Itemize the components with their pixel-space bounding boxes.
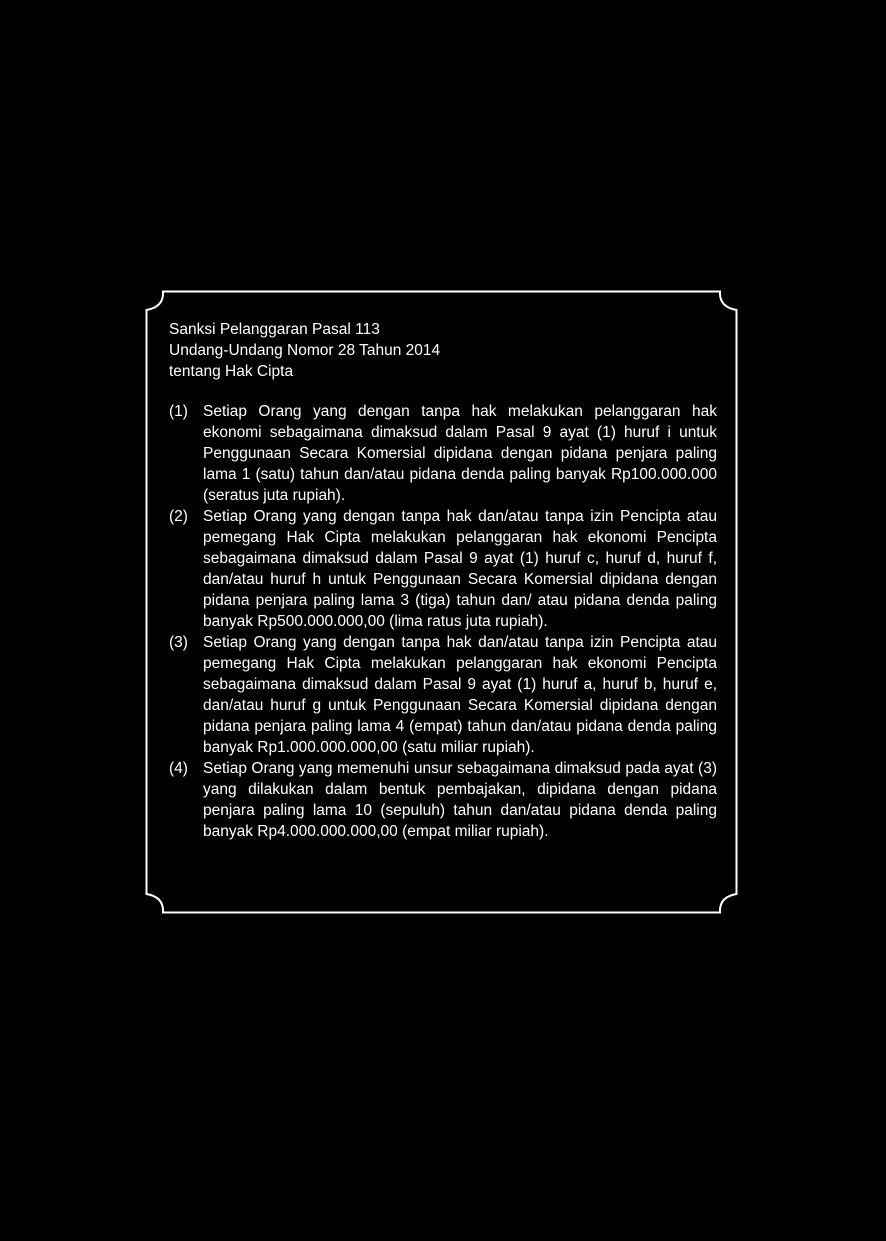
clause-number: (1) xyxy=(169,403,188,420)
decorative-frame xyxy=(145,290,738,914)
heading-line-1: Sanksi Pelanggaran Pasal 113 xyxy=(169,321,380,338)
clause-text: Setiap Orang yang dengan tanpa hak dan/atau tanpa izin Pencipta atau pemegang Hak Cipta melakukan pelanggaran hak ekonomi Pencipta sebagaimana dimaksud dalam Pasal 9 ayat (1) huruf c, huruf d, huruf f, dan/atau huruf h untuk Penggunaan Secara Komersial dipidana dengan pidana penjara paling lama 3 (tiga) tahun dan/ atau pidana denda paling banyak Rp500.000.000,00 (lima ratus juta rupiah). xyxy=(203,508,717,630)
copyright-notice xyxy=(169,319,717,842)
clause-text: Setiap Orang yang memenuhi unsur sebagaimana dimaksud pada ayat (3) yang dilakukan dalam bentuk pembajakan, dipidana dengan pidana penjara paling lama 10 (sepuluh) tahun dan/atau pidana denda paling banyak Rp4.000.000.000,00 (empat miliar rupiah). xyxy=(203,760,717,840)
heading-line-3: tentang Hak Cipta xyxy=(169,363,294,380)
clause-number: (4) xyxy=(169,760,188,777)
heading-line-2: Undang-Undang Nomor 28 Tahun 2014 xyxy=(169,342,441,359)
clause-4 xyxy=(169,758,717,842)
clause-text: Setiap Orang yang dengan tanpa hak melakukan pelanggaran hak ekonomi sebagaimana dimaksud dalam Pasal 9 ayat (1) huruf i untuk Penggunaan Secara Komersial dipidana dengan pidana penjara paling lama 1 (satu) tahun dan/atau pidana denda paling banyak Rp100.000.000 (seratus juta rupiah). xyxy=(203,403,717,504)
clause-number: (3) xyxy=(169,634,188,651)
clause-1 xyxy=(169,401,717,506)
clause-3 xyxy=(169,632,717,758)
notice-heading xyxy=(169,319,717,382)
clause-2 xyxy=(169,506,717,632)
clause-text: Setiap Orang yang dengan tanpa hak dan/atau tanpa izin Pencipta atau pemegang Hak Cipta melakukan pelanggaran hak ekonomi Pencipta sebagaimana dimaksud dalam Pasal 9 ayat (1) huruf a, huruf b, huruf e, dan/atau huruf g untuk Penggunaan Secara Komersial dipidana dengan pidana penjara paling lama 4 (empat) tahun dan/atau pidana denda paling banyak Rp1.000.000.000,00 (satu miliar rupiah). xyxy=(203,634,717,756)
clause-number: (2) xyxy=(169,508,188,525)
